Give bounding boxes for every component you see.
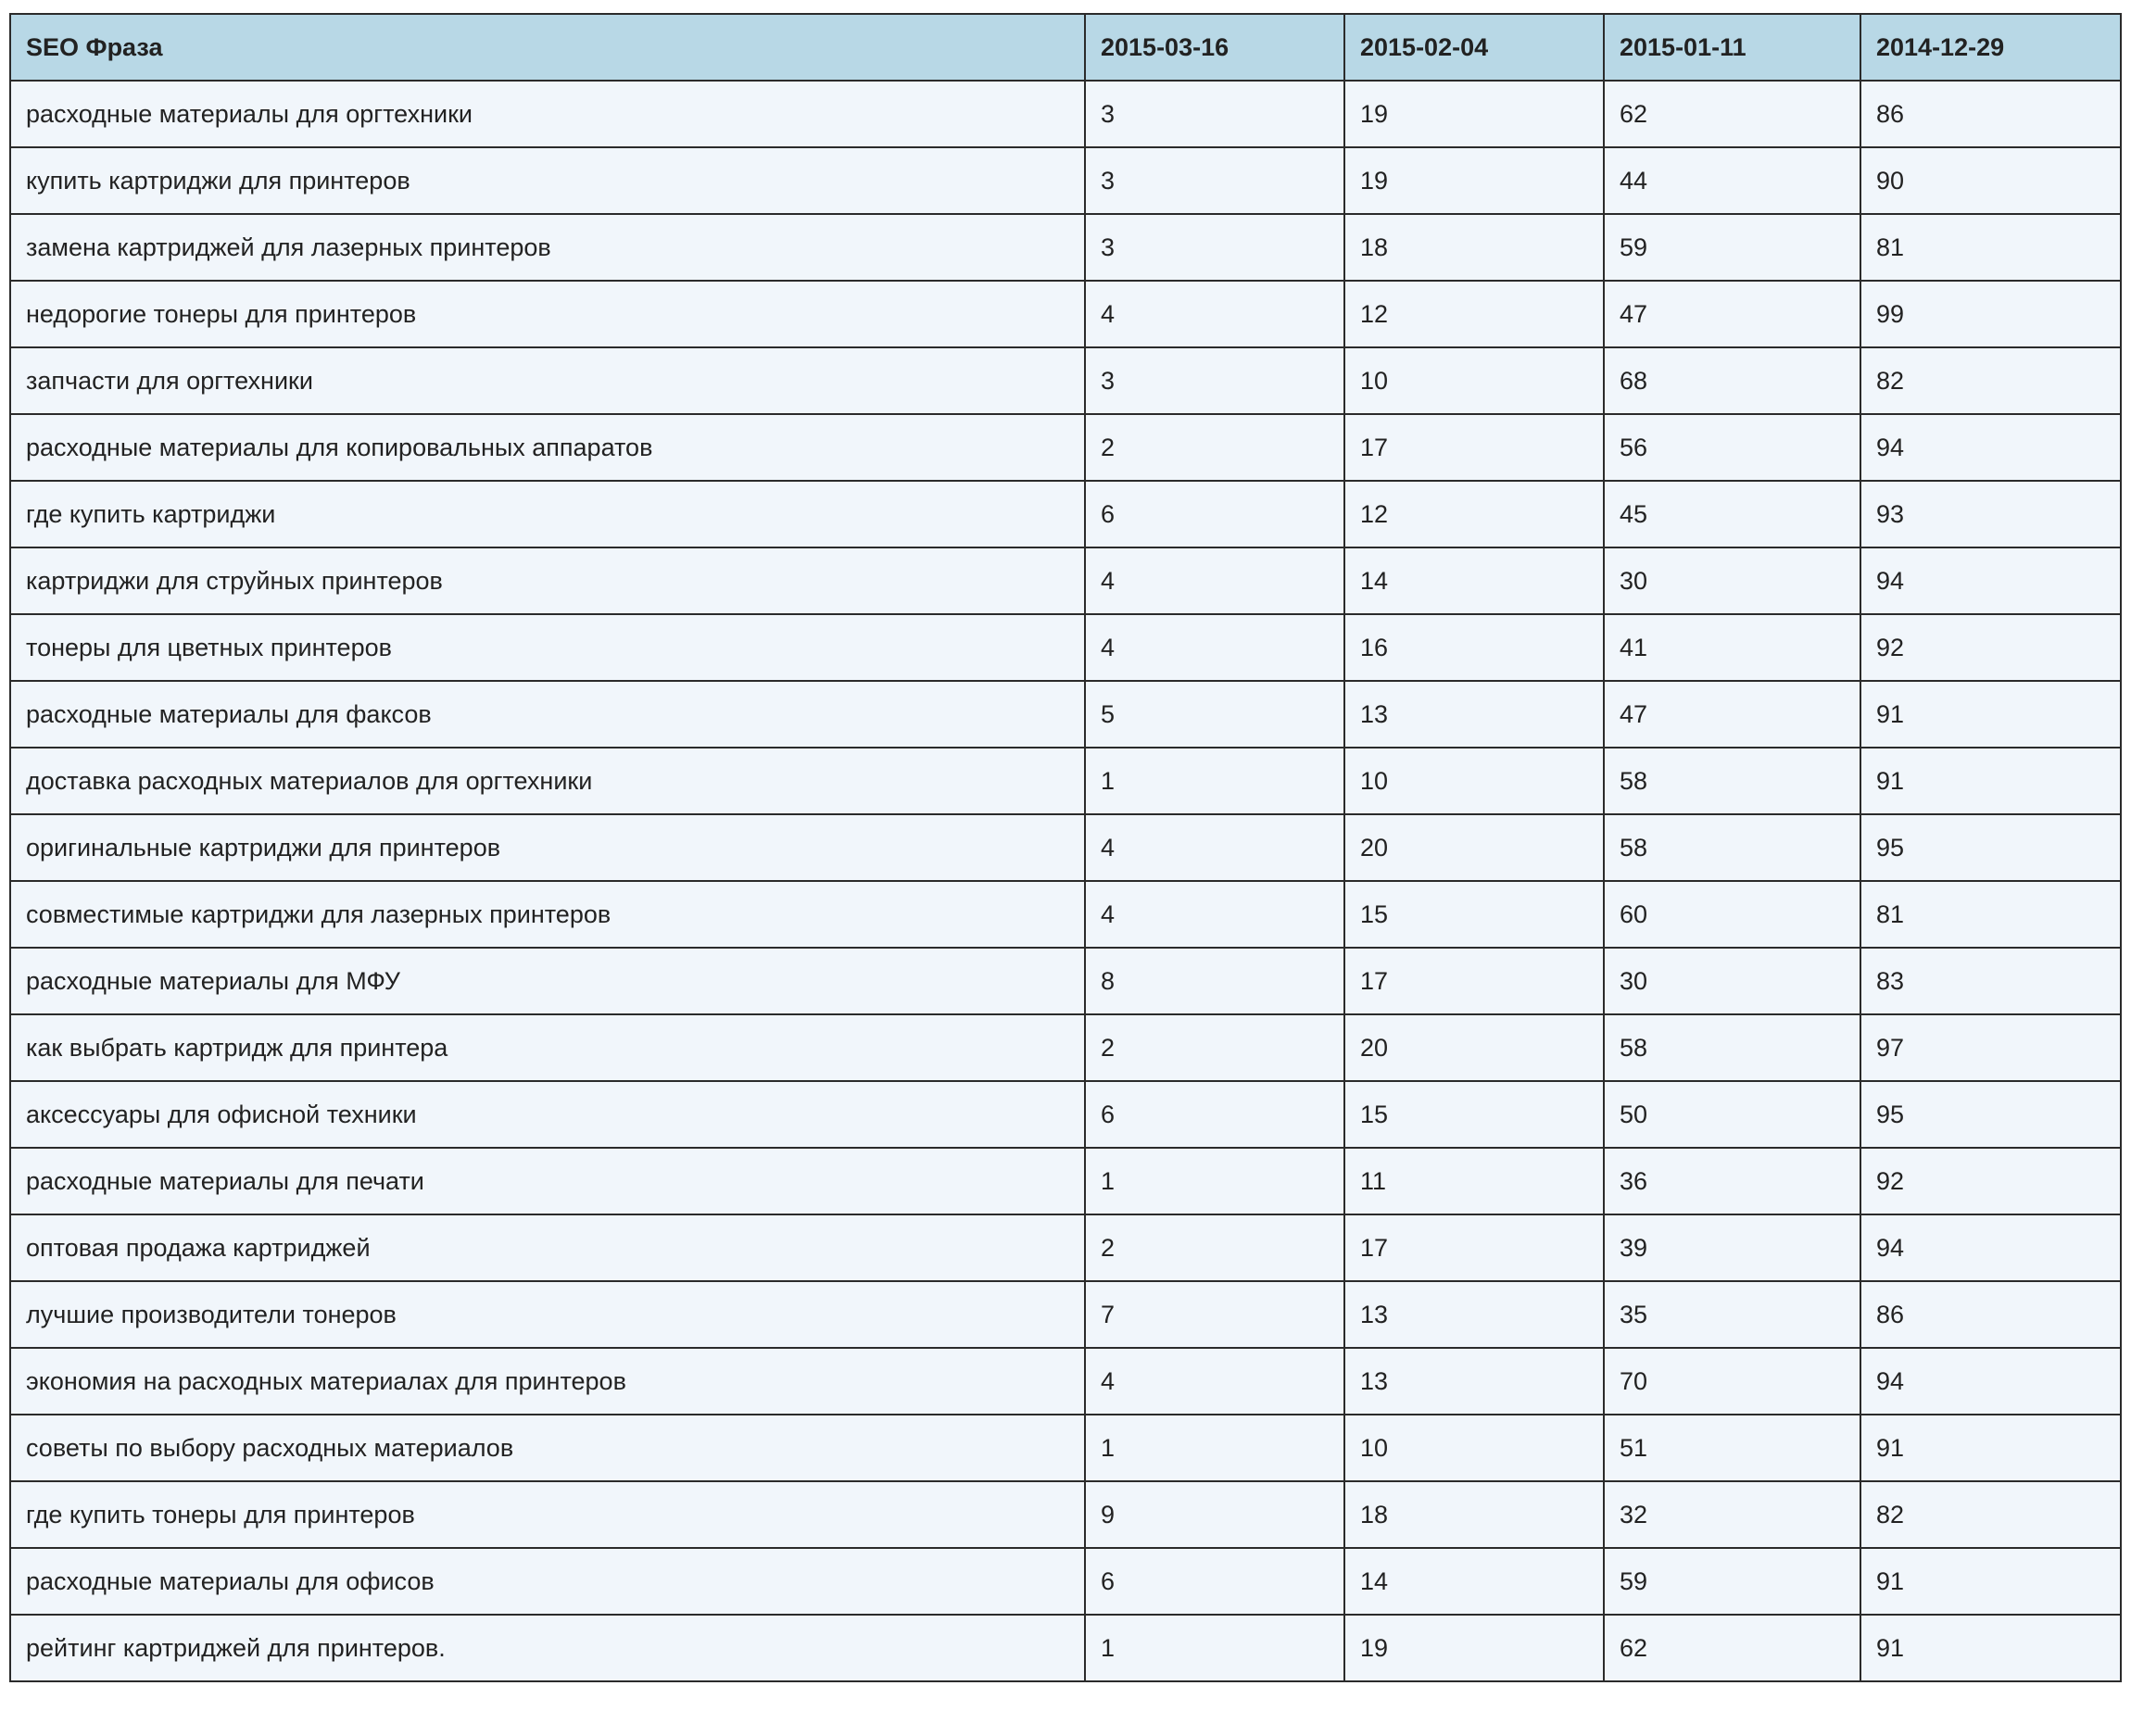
header-date-2015-01-11: 2015-01-11 <box>1604 14 1860 81</box>
table-row <box>10 81 2121 147</box>
table-row <box>10 347 2121 414</box>
value-cell: 3 <box>1085 347 1344 414</box>
phrase-cell: рейтинг картриджей для принтеров. <box>10 1615 1085 1681</box>
value-cell: 2 <box>1085 1214 1344 1281</box>
value-cell: 94 <box>1860 547 2121 614</box>
value-cell: 70 <box>1604 1348 1860 1415</box>
value-cell: 59 <box>1604 214 1860 281</box>
value-cell: 94 <box>1860 1214 2121 1281</box>
value-cell: 2 <box>1085 414 1344 481</box>
phrase-cell: советы по выбору расходных материалов <box>10 1415 1085 1481</box>
table-row <box>10 748 2121 814</box>
value-cell: 4 <box>1085 814 1344 881</box>
table-row <box>10 147 2121 214</box>
value-cell: 16 <box>1344 614 1604 681</box>
table-row <box>10 948 2121 1014</box>
value-cell: 6 <box>1085 481 1344 547</box>
value-cell: 4 <box>1085 614 1344 681</box>
value-cell: 47 <box>1604 681 1860 748</box>
phrase-cell: расходные материалы для копировальных аппаратов <box>10 414 1085 481</box>
value-cell: 41 <box>1604 614 1860 681</box>
value-cell: 56 <box>1604 414 1860 481</box>
value-cell: 94 <box>1860 414 2121 481</box>
value-cell: 10 <box>1344 1415 1604 1481</box>
value-cell: 20 <box>1344 814 1604 881</box>
value-cell: 13 <box>1344 681 1604 748</box>
table-row <box>10 1348 2121 1415</box>
phrase-cell: купить картриджи для принтеров <box>10 147 1085 214</box>
phrase-cell: где купить картриджи <box>10 481 1085 547</box>
table-row <box>10 481 2121 547</box>
value-cell: 2 <box>1085 1014 1344 1081</box>
value-cell: 8 <box>1085 948 1344 1014</box>
value-cell: 91 <box>1860 1548 2121 1615</box>
phrase-cell: расходные материалы для печати <box>10 1148 1085 1214</box>
value-cell: 14 <box>1344 1548 1604 1615</box>
phrase-cell: расходные материалы для МФУ <box>10 948 1085 1014</box>
header-seo-phrase: SEO Фраза <box>10 14 1085 81</box>
value-cell: 7 <box>1085 1281 1344 1348</box>
header-row <box>10 14 2121 81</box>
table-body <box>10 81 2121 1681</box>
value-cell: 3 <box>1085 147 1344 214</box>
value-cell: 30 <box>1604 547 1860 614</box>
value-cell: 19 <box>1344 147 1604 214</box>
value-cell: 82 <box>1860 347 2121 414</box>
value-cell: 12 <box>1344 281 1604 347</box>
value-cell: 19 <box>1344 1615 1604 1681</box>
phrase-cell: оригинальные картриджи для принтеров <box>10 814 1085 881</box>
phrase-cell: экономия на расходных материалах для принтеров <box>10 1348 1085 1415</box>
table-row <box>10 1281 2121 1348</box>
phrase-cell: аксессуары для офисной техники <box>10 1081 1085 1148</box>
value-cell: 58 <box>1604 1014 1860 1081</box>
table-row <box>10 1214 2121 1281</box>
value-cell: 30 <box>1604 948 1860 1014</box>
value-cell: 19 <box>1344 81 1604 147</box>
phrase-cell: тонеры для цветных принтеров <box>10 614 1085 681</box>
value-cell: 81 <box>1860 881 2121 948</box>
value-cell: 11 <box>1344 1148 1604 1214</box>
value-cell: 97 <box>1860 1014 2121 1081</box>
table-row <box>10 881 2121 948</box>
value-cell: 45 <box>1604 481 1860 547</box>
header-date-2015-02-04: 2015-02-04 <box>1344 14 1604 81</box>
header-date-2015-03-16: 2015-03-16 <box>1085 14 1344 81</box>
value-cell: 91 <box>1860 681 2121 748</box>
value-cell: 4 <box>1085 281 1344 347</box>
value-cell: 5 <box>1085 681 1344 748</box>
value-cell: 94 <box>1860 1348 2121 1415</box>
value-cell: 36 <box>1604 1148 1860 1214</box>
value-cell: 93 <box>1860 481 2121 547</box>
value-cell: 90 <box>1860 147 2121 214</box>
value-cell: 4 <box>1085 547 1344 614</box>
value-cell: 32 <box>1604 1481 1860 1548</box>
phrase-cell: запчасти для оргтехники <box>10 347 1085 414</box>
value-cell: 91 <box>1860 1415 2121 1481</box>
value-cell: 58 <box>1604 748 1860 814</box>
value-cell: 10 <box>1344 748 1604 814</box>
table-row <box>10 1014 2121 1081</box>
value-cell: 62 <box>1604 81 1860 147</box>
phrase-cell: где купить тонеры для принтеров <box>10 1481 1085 1548</box>
value-cell: 17 <box>1344 1214 1604 1281</box>
value-cell: 20 <box>1344 1014 1604 1081</box>
phrase-cell: совместимые картриджи для лазерных принтеров <box>10 881 1085 948</box>
table-row <box>10 547 2121 614</box>
value-cell: 17 <box>1344 414 1604 481</box>
value-cell: 13 <box>1344 1348 1604 1415</box>
value-cell: 15 <box>1344 881 1604 948</box>
value-cell: 18 <box>1344 1481 1604 1548</box>
value-cell: 18 <box>1344 214 1604 281</box>
value-cell: 68 <box>1604 347 1860 414</box>
value-cell: 4 <box>1085 881 1344 948</box>
phrase-cell: замена картриджей для лазерных принтеров <box>10 214 1085 281</box>
value-cell: 95 <box>1860 1081 2121 1148</box>
value-cell: 58 <box>1604 814 1860 881</box>
value-cell: 35 <box>1604 1281 1860 1348</box>
table-row <box>10 1415 2121 1481</box>
value-cell: 86 <box>1860 1281 2121 1348</box>
value-cell: 91 <box>1860 748 2121 814</box>
table-row <box>10 281 2121 347</box>
value-cell: 62 <box>1604 1615 1860 1681</box>
value-cell: 3 <box>1085 81 1344 147</box>
value-cell: 47 <box>1604 281 1860 347</box>
value-cell: 15 <box>1344 1081 1604 1148</box>
table-row <box>10 681 2121 748</box>
header-date-2014-12-29: 2014-12-29 <box>1860 14 2121 81</box>
value-cell: 6 <box>1085 1548 1344 1615</box>
value-cell: 12 <box>1344 481 1604 547</box>
value-cell: 1 <box>1085 748 1344 814</box>
table-row <box>10 814 2121 881</box>
table-row <box>10 1615 2121 1681</box>
value-cell: 10 <box>1344 347 1604 414</box>
value-cell: 39 <box>1604 1214 1860 1281</box>
value-cell: 82 <box>1860 1481 2121 1548</box>
value-cell: 86 <box>1860 81 2121 147</box>
value-cell: 60 <box>1604 881 1860 948</box>
table-row <box>10 1548 2121 1615</box>
phrase-cell: лучшие производители тонеров <box>10 1281 1085 1348</box>
value-cell: 51 <box>1604 1415 1860 1481</box>
value-cell: 50 <box>1604 1081 1860 1148</box>
value-cell: 83 <box>1860 948 2121 1014</box>
value-cell: 13 <box>1344 1281 1604 1348</box>
phrase-cell: доставка расходных материалов для оргтехники <box>10 748 1085 814</box>
value-cell: 92 <box>1860 614 2121 681</box>
value-cell: 4 <box>1085 1348 1344 1415</box>
phrase-cell: расходные материалы для факсов <box>10 681 1085 748</box>
phrase-cell: картриджи для струйных принтеров <box>10 547 1085 614</box>
phrase-cell: недорогие тонеры для принтеров <box>10 281 1085 347</box>
value-cell: 44 <box>1604 147 1860 214</box>
table-row <box>10 414 2121 481</box>
table-row <box>10 1481 2121 1548</box>
table-header <box>10 14 2121 81</box>
table-row <box>10 614 2121 681</box>
value-cell: 59 <box>1604 1548 1860 1615</box>
table-row <box>10 1148 2121 1214</box>
value-cell: 14 <box>1344 547 1604 614</box>
phrase-cell: как выбрать картридж для принтера <box>10 1014 1085 1081</box>
value-cell: 1 <box>1085 1615 1344 1681</box>
value-cell: 95 <box>1860 814 2121 881</box>
value-cell: 6 <box>1085 1081 1344 1148</box>
phrase-cell: расходные материалы для оргтехники <box>10 81 1085 147</box>
value-cell: 92 <box>1860 1148 2121 1214</box>
value-cell: 1 <box>1085 1148 1344 1214</box>
value-cell: 1 <box>1085 1415 1344 1481</box>
seo-positions-table <box>9 13 2122 1682</box>
value-cell: 81 <box>1860 214 2121 281</box>
table-row <box>10 214 2121 281</box>
value-cell: 91 <box>1860 1615 2121 1681</box>
value-cell: 3 <box>1085 214 1344 281</box>
value-cell: 99 <box>1860 281 2121 347</box>
value-cell: 9 <box>1085 1481 1344 1548</box>
value-cell: 17 <box>1344 948 1604 1014</box>
phrase-cell: расходные материалы для офисов <box>10 1548 1085 1615</box>
table-row <box>10 1081 2121 1148</box>
phrase-cell: оптовая продажа картриджей <box>10 1214 1085 1281</box>
